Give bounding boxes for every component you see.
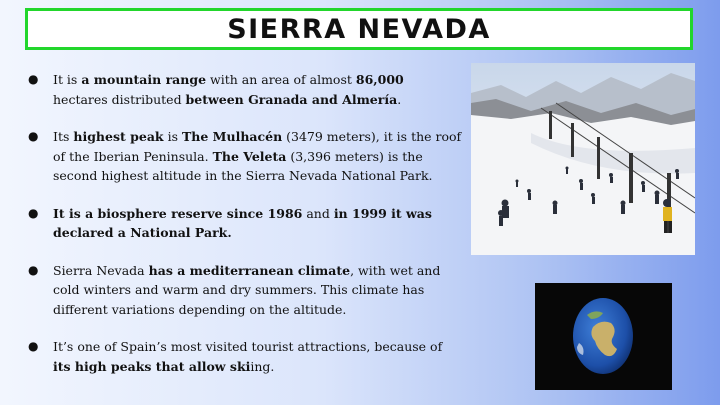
bullet-text: with an area of almost — [206, 72, 356, 87]
bullet-text: Its — [53, 129, 74, 144]
bullet-text: hectares distributed — [53, 91, 186, 107]
lift-pylon — [571, 123, 574, 157]
lift-pylon — [549, 111, 552, 139]
bullet-text: ing. — [250, 358, 275, 374]
bullet-text-bold: between Granada and Almería — [185, 91, 398, 107]
lift-pylon — [597, 137, 600, 179]
bullet-text-bold: a mountain range — [81, 72, 207, 87]
bullet-text: . — [397, 91, 402, 107]
bullet-item — [26, 261, 462, 320]
bullet-text: , with wet and cold winters and warm and dry summers. This climate has different variations depending on the altitude. — [53, 262, 441, 317]
bullet-item — [26, 204, 462, 243]
bullet-dot: ● — [28, 205, 39, 220]
earth-illustration — [535, 283, 672, 390]
bullet-item — [26, 337, 462, 376]
bullet-text: Sierra Nevada — [53, 262, 149, 278]
slide-title: SIERRA NEVADA — [227, 13, 491, 45]
lift-pylon — [629, 153, 633, 203]
bullet-text-bold: has a mediterranean climate — [148, 262, 351, 278]
ski-slope-illustration — [471, 63, 695, 255]
bullet-text-bold: 86,000 — [355, 72, 404, 87]
bullet-text-bold: its high peaks that allow ski — [53, 358, 251, 374]
bullet-text-bold: in 1999 it was declared a National Park. — [53, 205, 432, 240]
bullet-text-bold: The Veleta — [212, 148, 287, 164]
bullet-text-bold: The Mulhacén — [181, 129, 283, 144]
bullet-dot: ● — [28, 129, 39, 143]
bullet-item — [26, 70, 462, 109]
bullet-text-bold: It is a biosphere reserve since 1986 — [53, 205, 303, 221]
earth-globe-photo — [535, 283, 672, 390]
bullet-item — [26, 127, 462, 186]
bullet-dot: ● — [28, 339, 39, 353]
bullet-text: is — [163, 129, 182, 144]
bullet-text: (3479 meters), it is the roof of the Iberian Peninsula. — [53, 129, 462, 164]
bullet-dot: ● — [28, 72, 39, 86]
bullet-dot: ● — [28, 262, 39, 277]
bullet-text: and — [302, 205, 334, 221]
foreground-skier-2 — [502, 200, 510, 219]
bullet-text-bold: highest peak — [73, 129, 164, 144]
ski-slope-photo — [471, 63, 695, 255]
title-box — [25, 8, 693, 50]
bullet-list — [26, 70, 462, 394]
bullet-text: It’s one of Spain’s most visited tourist attractions, because of — [53, 339, 443, 354]
bullet-text: It is — [53, 72, 82, 87]
bullet-text: (3,396 meters) is the second highest altitude in the Sierra Nevada National Park. — [53, 148, 433, 183]
